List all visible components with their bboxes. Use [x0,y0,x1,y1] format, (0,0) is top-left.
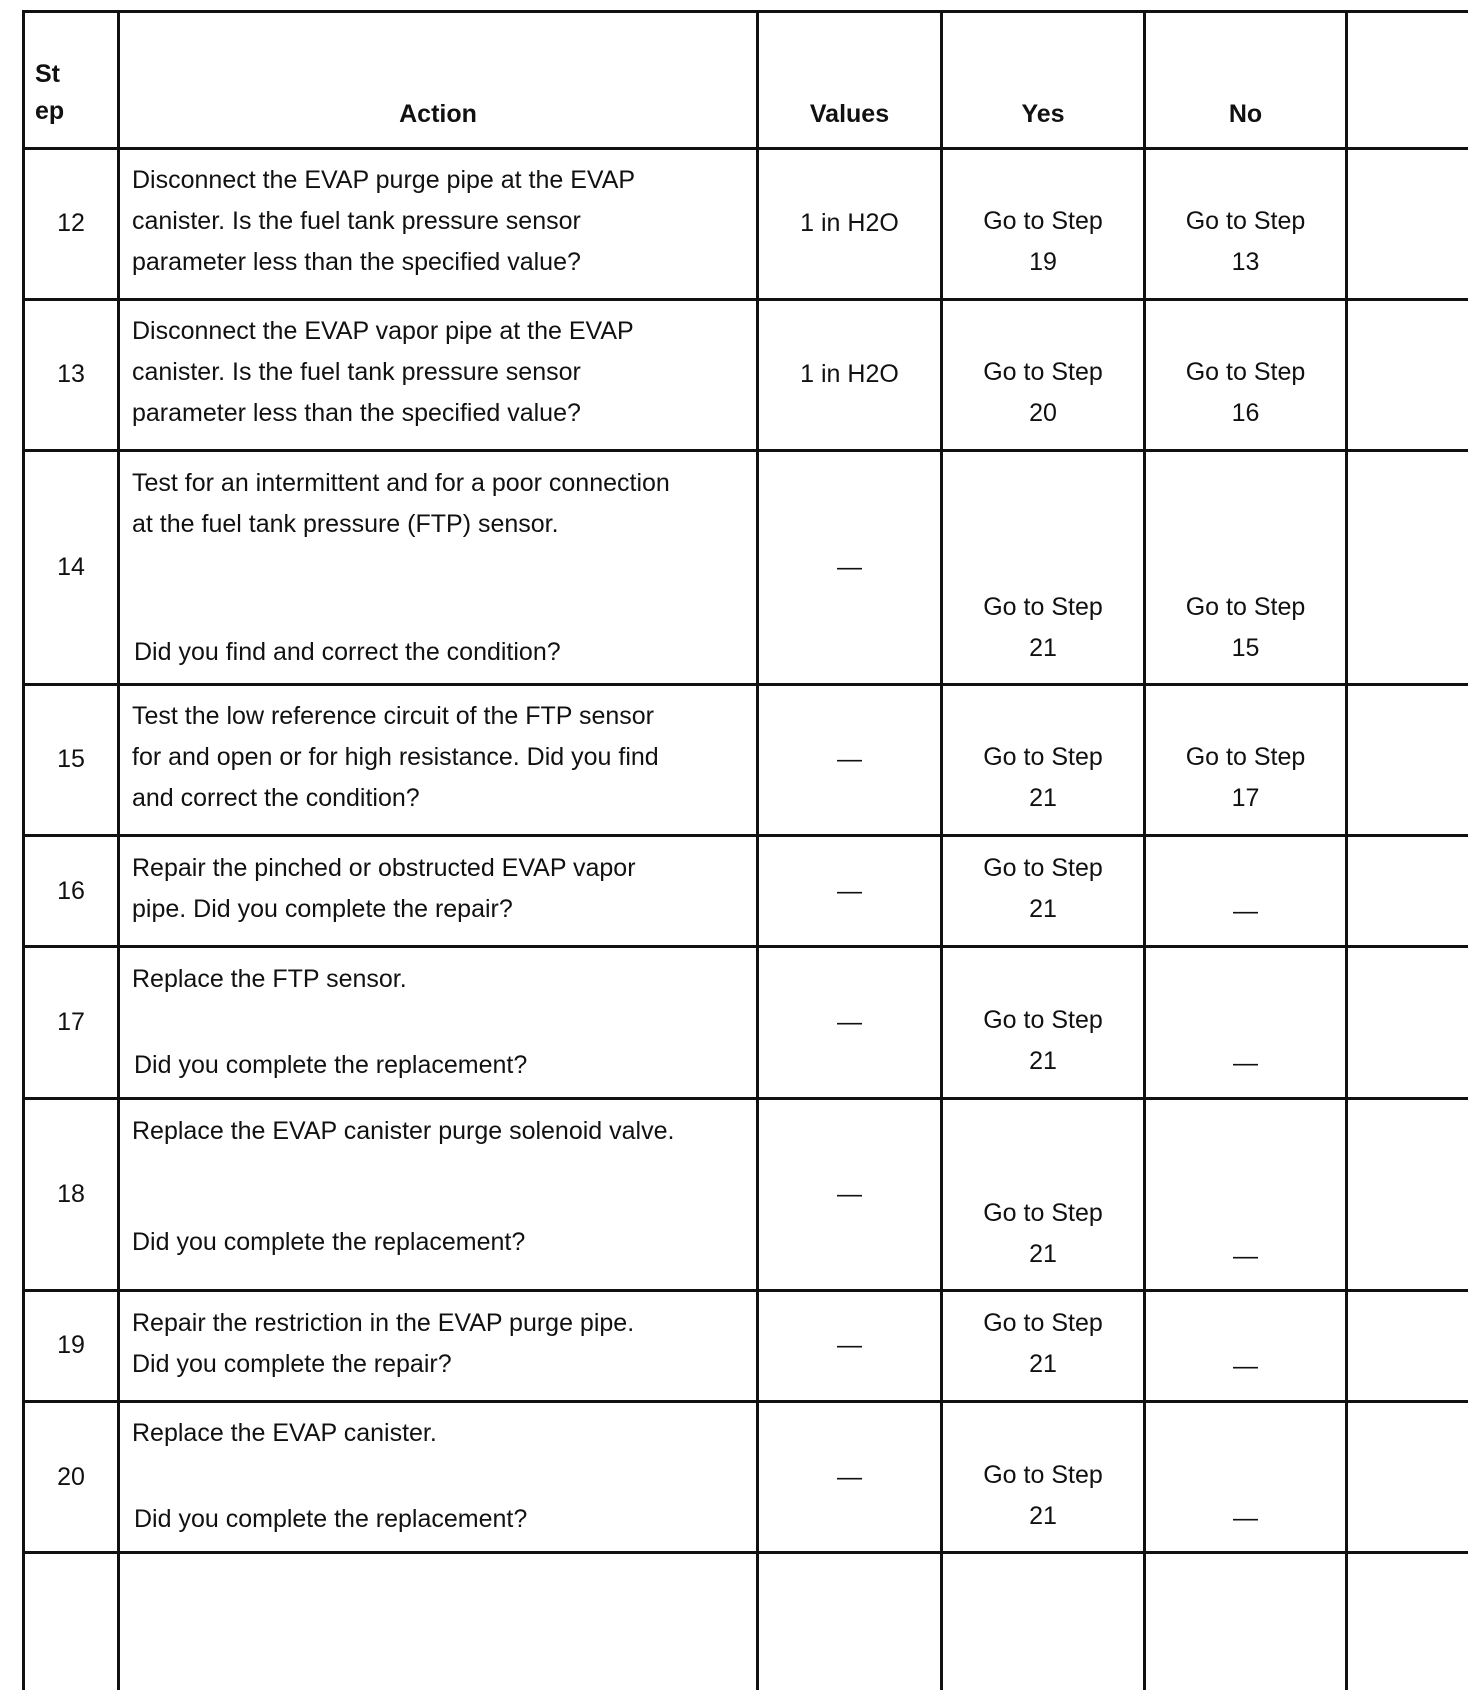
header-step: St ep [35,60,65,125]
action-question: Did you complete the replacement? [134,1051,528,1079]
value-cell: — [837,1180,862,1208]
value-cell: — [837,1331,862,1359]
action-question: Did you complete the replacement? [134,1505,528,1533]
action-question: Did you complete the replacement? [132,1228,526,1256]
action-text: Replace the FTP sensor. [132,965,407,993]
value-cell: — [837,877,862,905]
row-divider [22,449,1468,452]
step-number: 12 [57,209,85,237]
step-number: 14 [57,553,85,581]
header-action: Action [399,100,477,128]
row-divider [22,1400,1468,1403]
row-divider [22,1097,1468,1100]
action-question: Did you find and correct the condition? [134,638,561,666]
header-values: Values [809,100,890,128]
yes-cell: Go to Step 21 [983,1199,1103,1268]
header-yes: Yes [1021,100,1065,128]
step-number: 13 [57,360,85,388]
action-text: Test for an intermittent and for a poor connection at the fuel tank pressure (FTP) sensor. [132,469,670,538]
action-text: Disconnect the EVAP purge pipe at the EVAP canister. Is the fuel tank pressure sensor parameter less than the specified value? [132,166,636,276]
row-divider [22,298,1468,301]
no-cell: Go to Step 13 [1185,207,1306,276]
step-number: 19 [57,1331,85,1359]
table-border-right [1345,10,1348,1690]
no-cell: Go to Step 15 [1185,593,1306,662]
yes-cell: Go to Step 21 [983,854,1103,923]
yes-cell: Go to Step 21 [983,743,1103,812]
yes-cell: Go to Step 21 [983,593,1103,662]
value-cell: — [837,553,862,581]
no-cell: — [1233,1352,1258,1380]
action-text: Test the low reference circuit of the FTP sensor for and open or for high resistance. Did you find and correct the condition? [132,702,659,812]
header-no: No [1228,100,1263,128]
yes-cell: Go to Step 21 [983,1461,1103,1530]
table-border-bottom [22,1551,1468,1554]
value-cell: 1 in H2O [800,209,899,237]
step-number: 16 [57,877,85,905]
row-divider [22,945,1468,948]
value-cell: — [837,745,862,773]
value-cell: 1 in H2O [800,360,899,388]
column-divider [756,10,759,1690]
action-text: Replace the EVAP canister purge solenoid valve. [132,1117,675,1145]
no-cell: — [1233,1242,1258,1270]
step-number: 17 [57,1008,85,1036]
row-divider [22,147,1468,150]
value-cell: — [837,1463,862,1491]
value-cell: — [837,1008,862,1036]
row-divider [22,1289,1468,1292]
column-divider [117,10,120,1690]
no-cell: — [1233,1504,1258,1532]
step-number: 18 [57,1180,85,1208]
action-text: Repair the restriction in the EVAP purge pipe. Did you complete the repair? [132,1309,635,1378]
row-divider [22,834,1468,837]
no-cell: — [1233,1049,1258,1077]
no-cell: Go to Step 17 [1185,743,1306,812]
yes-cell: Go to Step 19 [983,207,1103,276]
yes-cell: Go to Step 21 [983,1006,1103,1075]
table-border-top [22,10,1468,13]
step-number: 15 [57,745,85,773]
step-number: 20 [57,1463,85,1491]
no-cell: Go to Step 16 [1185,358,1306,427]
yes-cell: Go to Step 21 [983,1309,1103,1378]
table-border-left [22,10,25,1690]
action-text: Repair the pinched or obstructed EVAP vapor pipe. Did you complete the repair? [132,854,636,923]
no-cell: — [1233,897,1258,925]
yes-cell: Go to Step 20 [983,358,1103,427]
action-text: Disconnect the EVAP vapor pipe at the EVAP canister. Is the fuel tank pressure sensor parameter less than the specified value? [132,317,634,427]
diagnostic-table [22,10,1468,1690]
action-text: Replace the EVAP canister. [132,1419,437,1447]
row-divider [22,683,1468,686]
